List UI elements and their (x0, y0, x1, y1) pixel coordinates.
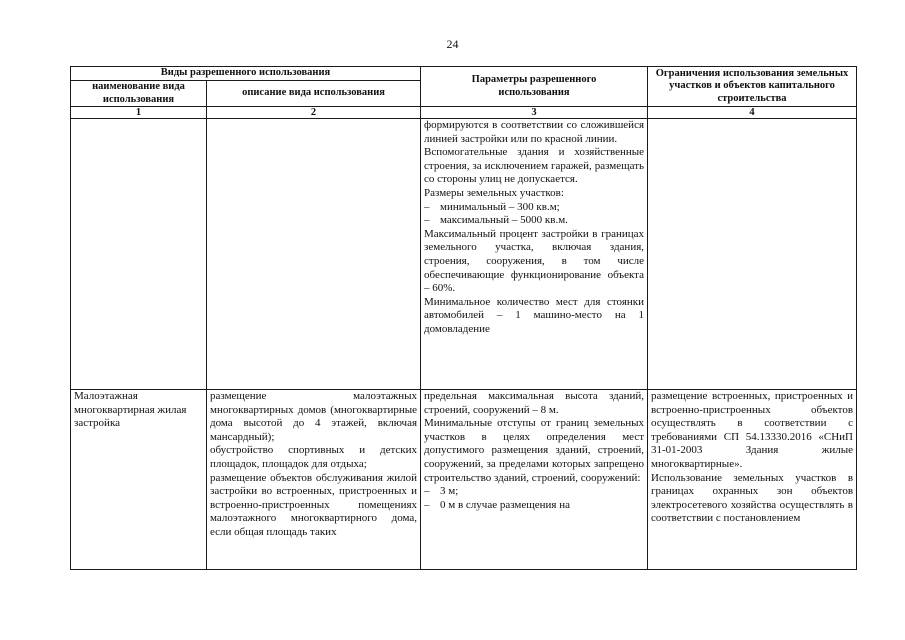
dash-text: 3 м; (440, 485, 459, 498)
row2-col3-dash-item (424, 485, 644, 499)
row1-col1 (71, 119, 207, 390)
row1-col3-dash-item (424, 201, 644, 215)
row2-col3 (421, 390, 648, 570)
header-col2: описание вида использования (207, 81, 421, 107)
row2-col1 (71, 390, 207, 570)
dash-mark: – (424, 485, 430, 498)
zoning-table (70, 66, 857, 570)
dash-mark: – (424, 200, 430, 213)
header-group-title: Виды разрешенного использования (71, 67, 421, 81)
table-row-continuation (71, 119, 857, 390)
row1-col3-para: формируются в соответствии со сложившейся линией застройки или по красной линии. (424, 119, 645, 145)
dash-mark: – (424, 498, 430, 511)
row2-col3-dash-item (424, 499, 644, 513)
header-num1: 1 (71, 107, 207, 119)
dash-mark: – (424, 214, 430, 227)
header-col3: Параметры разрешенного использования (421, 67, 648, 107)
row2-use-name: Малоэтажная многоквартирная жилая застройка (74, 390, 187, 430)
header-col4: Ограничения использования земельных участков и объектов капитального строительства (648, 67, 857, 107)
header-num3: 3 (421, 107, 648, 119)
row2-col3-para: предельная максимальная высота зданий, строений, сооружений – 8 м. (424, 390, 645, 416)
row2-col2 (207, 390, 421, 570)
dash-text: 0 м в случае размещения на (440, 498, 570, 511)
dash-text: минимальный – 300 кв.м; (440, 200, 560, 213)
row2-col4 (648, 390, 857, 570)
row1-col4 (648, 119, 857, 390)
dash-text: максимальный – 5000 кв.м. (440, 214, 568, 227)
header-col1: наименование вида использования (71, 81, 207, 107)
row2-col2-para: размещение объектов обслуживания жилой застройки во встроенных, пристроенных и встроенно-пристроенных помещениях малоэтажного многоквартирного дома, если общая площадь таких (210, 471, 418, 538)
header-num2: 2 (207, 107, 421, 119)
table-row-malo (71, 390, 857, 570)
row2-col4-para: размещение встроенных, пристроенных и встроенно-пристроенных объектов осуществлять в соответствии с требованиями СП 54.13330.2016 «СНиП 31-01-2003 Здания жилые многоквартирные». (651, 390, 854, 470)
row1-col2 (207, 119, 421, 390)
row1-col3-para: Размеры земельных участков: (424, 186, 564, 199)
page-number: 24 (446, 37, 459, 51)
row1-col3-para: Максимальный процент застройки в границах земельного участка, включая здания, строения, сооружения, в том числе обеспечивающие функционирование объекта – 60%. (424, 227, 645, 295)
header-row-numbers (71, 107, 857, 119)
row1-col3-dash-item (424, 214, 644, 228)
row2-col2-para: размещение малоэтажных многоквартирных домов (многоквартирные дома высотой до 4 этажей, включая мансардный); (210, 390, 418, 443)
header-row-group (71, 67, 857, 81)
row2-col2-para: обустройство спортивных и детских площадок, площадок для отдыха; (210, 444, 418, 470)
row1-col3-para: Минимальное количество мест для стоянки автомобилей – 1 машино-место на 1 домовладение (424, 295, 645, 335)
row1-col3-para: Вспомогательные здания и хозяйственные строения, за исключением гаражей, размещать со стороны улиц не допускается. (424, 146, 645, 186)
header-num4: 4 (648, 107, 857, 119)
row2-col4-para: Использование земельных участков в границах охранных зон объектов электросетевого хозяйства осуществлять в соответствии с постановлением (651, 471, 854, 525)
row1-col3 (421, 119, 648, 390)
row2-col3-para: Минимальные отступы от границ земельных участков в целях определения мест допустимого размещения зданий, строений, сооружений, за пределами которых запрещено строительство зданий, строений, сооружений: (424, 417, 645, 484)
